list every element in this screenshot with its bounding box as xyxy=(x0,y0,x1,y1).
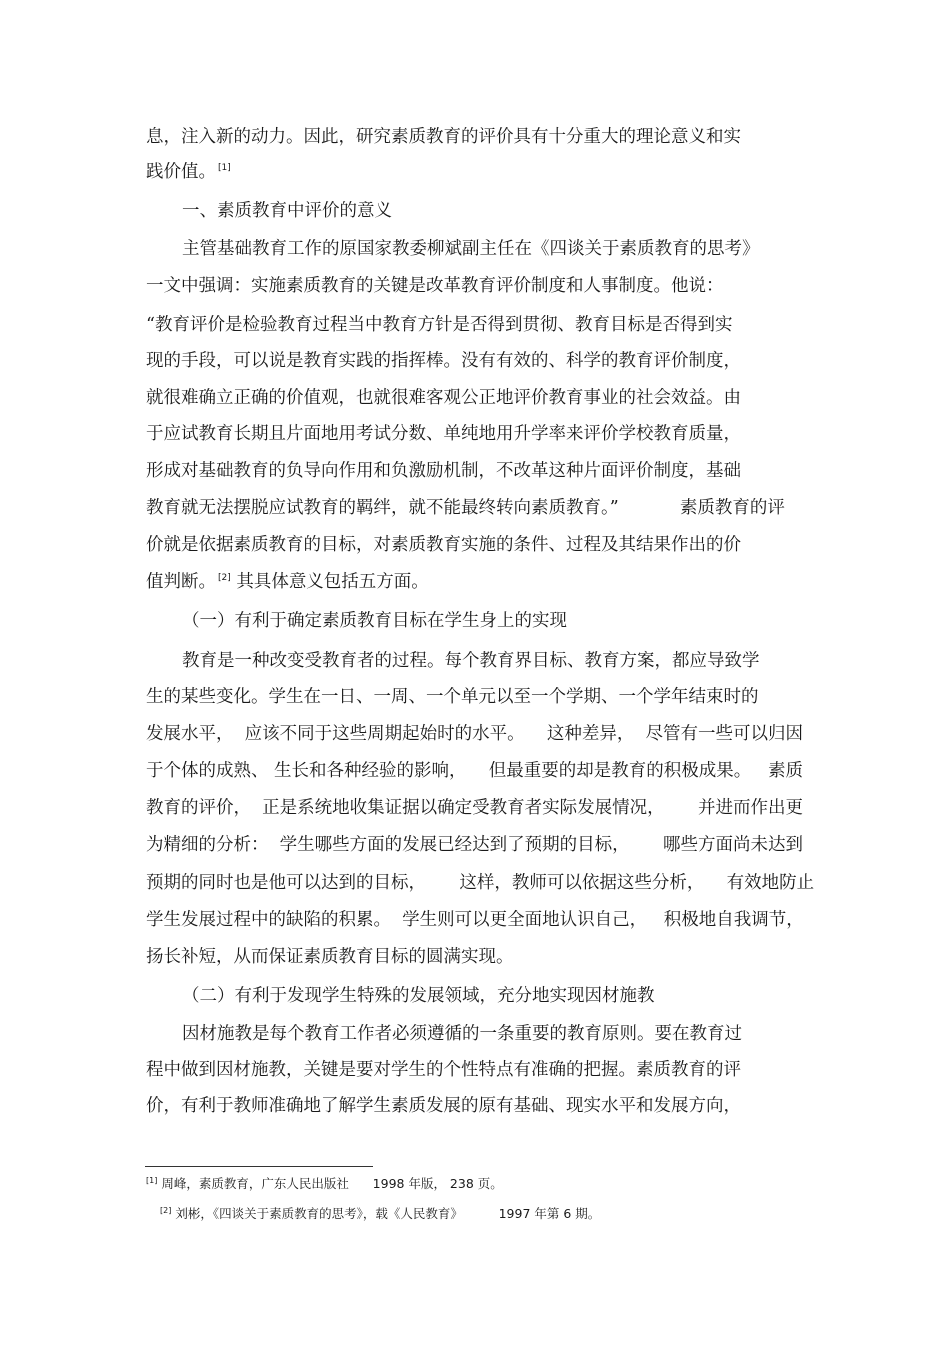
section-heading: 一、素质教育中评价的意义 xyxy=(182,201,392,221)
footnote-ref[interactable]: [2] xyxy=(218,573,231,583)
footnote-divider xyxy=(145,1166,373,1167)
footnote-text: 周峰，素质教育，广东人民出版社 1998 年版， 238 页。 xyxy=(161,1176,503,1191)
paragraph-line xyxy=(146,571,429,593)
subsection-heading: （二）有利于发现学生特殊的发展领域，充分地实现因材施教 xyxy=(182,986,655,1006)
subsection-heading: （一）有利于确定素质教育目标在学生身上的实现 xyxy=(182,611,567,631)
paragraph-line: 形成对基础教育的负导向作用和负激励机制，不改革这种片面评价制度，基础 xyxy=(146,461,741,481)
paragraph-line: 于个体的成熟、 生长和各种经验的影响， 但最重要的却是教育的积极成果。 素质 xyxy=(146,761,803,781)
paragraph-line: 为精细的分析： 学生哪些方面的发展已经达到了预期的目标， 哪些方面尚未达到 xyxy=(146,835,803,855)
paragraph-line: 教育的评价， 正是系统地收集证据以确定受教育者实际发展情况， 并进而作出更 xyxy=(146,798,803,818)
footnote-mark: [2] xyxy=(160,1206,172,1215)
paragraph-text: 其具体意义包括五方面。 xyxy=(230,572,429,592)
paragraph-line: 教育就无法摆脱应试教育的羁绊，就不能最终转向素质教育。” 素质教育的评 xyxy=(146,498,785,518)
paragraph-line: 一文中强调：实施素质教育的关键是改革教育评价制度和人事制度。他说： xyxy=(146,276,724,296)
paragraph-line: 发展水平， 应该不同于这些周期起始时的水平。 这种差异， 尽管有一些可以归因 xyxy=(146,724,803,744)
paragraph-line: 主管基础教育工作的原国家教委柳斌副主任在《四谈关于素质教育的思考》 xyxy=(182,239,760,259)
footnote-ref[interactable]: [1] xyxy=(218,163,231,173)
paragraph-line: 扬长补短，从而保证素质教育目标的圆满实现。 xyxy=(146,947,514,967)
paragraph-line: 学生发展过程中的缺陷的积累。 学生则可以更全面地认识自己， 积极地自我调节， xyxy=(146,910,804,930)
footnote-text: 刘彬，《四谈关于素质教育的思考》，载《人民教育》 1997 年第 6 期。 xyxy=(175,1206,601,1221)
paragraph-line xyxy=(146,161,231,183)
paragraph-line: 现的手段，可以说是教育实践的指挥棒。没有有效的、科学的教育评价制度， xyxy=(146,351,741,371)
footnote-mark: [1] xyxy=(146,1176,158,1185)
paragraph-line: 程中做到因材施教，关键是要对学生的个性特点有准确的把握。素质教育的评 xyxy=(146,1060,741,1080)
footnote-2 xyxy=(160,1206,600,1222)
paragraph-line: “教育评价是检验教育过程当中教育方针是否得到贯彻、教育目标是否得到实 xyxy=(146,315,733,335)
paragraph-line: 预期的同时也是他可以达到的目标， 这样，教师可以依据这些分析， 有效地防止 xyxy=(146,873,815,893)
paragraph-line: 就很难确立正确的价值观，也就很难客观公正地评价教育事业的社会效益。由 xyxy=(146,388,741,408)
paragraph-line: 因材施教是每个教育工作者必须遵循的一条重要的教育原则。要在教育过 xyxy=(182,1024,742,1044)
paragraph-line: 于应试教育长期且片面地用考试分数、单纯地用升学率来评价学校教育质量， xyxy=(146,424,741,444)
paragraph-text: 践价值。 xyxy=(146,162,216,182)
paragraph-line: 教育是一种改变受教育者的过程。每个教育界目标、教育方案，都应导致学 xyxy=(182,651,760,671)
paragraph-line: 生的某些变化。学生在一日、一周、一个单元以至一个学期、一个学年结束时的 xyxy=(146,687,759,707)
paragraph-line: 价就是依据素质教育的目标，对素质教育实施的条件、过程及其结果作出的价 xyxy=(146,535,741,555)
paragraph-line: 息，注入新的动力。因此，研究素质教育的评价具有十分重大的理论意义和实 xyxy=(146,127,741,147)
footnote-1 xyxy=(146,1176,503,1192)
paragraph-text: 值判断。 xyxy=(146,572,216,592)
paragraph-line: 价，有利于教师准确地了解学生素质发展的原有基础、现实水平和发展方向， xyxy=(146,1096,741,1116)
